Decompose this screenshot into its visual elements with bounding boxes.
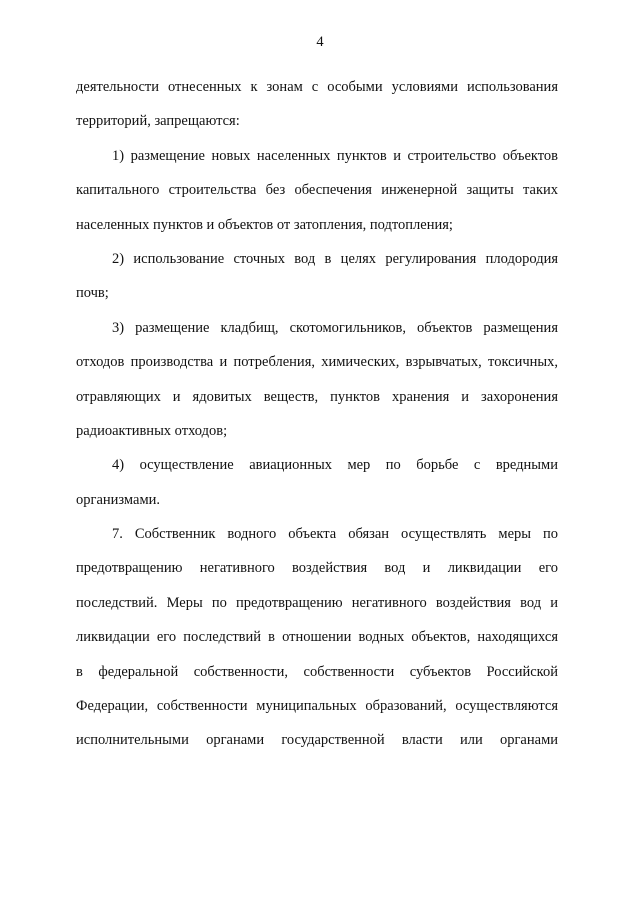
text-line: 3) размещение кладбищ, скотомогильников, объектов размещения xyxy=(112,319,558,336)
page-number: 4 xyxy=(316,34,324,50)
text-line: в федеральной собственности, собственности субъектов Российской xyxy=(76,663,558,680)
text-line: отходов производства и потребления, химических, взрывчатых, токсичных, xyxy=(76,354,558,371)
text-line: населенных пунктов и объектов от затопления, подтопления; xyxy=(76,216,453,233)
text-line: деятельности отнесенных к зонам с особыми условиями использования xyxy=(76,79,558,95)
text-line: радиоактивных отходов; xyxy=(76,422,228,439)
text-line: отравляющих и ядовитых веществ, пунктов хранения и захоронения xyxy=(76,388,558,405)
text-line: почв; xyxy=(76,285,109,302)
document-body xyxy=(76,70,558,758)
text-line: исполнительными органами государственной власти или органами xyxy=(76,732,558,749)
text-line: капитального строительства без обеспечения инженерной защиты таких xyxy=(76,182,558,199)
text-line: предотвращению негативного воздействия вод и ликвидации его xyxy=(76,560,558,577)
text-line: последствий. Меры по предотвращению негативного воздействия вод и xyxy=(76,594,558,611)
text-line: Федерации, собственности муниципальных образований, осуществляются xyxy=(76,698,558,715)
text-line: территорий, запрещаются: xyxy=(76,113,240,130)
text-line: организмами. xyxy=(76,491,160,508)
text-line: 7. Собственник водного объекта обязан осуществлять меры по xyxy=(112,526,558,543)
text-line: ликвидации его последствий в отношении водных объектов, находящихся xyxy=(76,629,558,646)
text-line: 1) размещение новых населенных пунктов и строительство объектов xyxy=(112,147,558,164)
text-line: 2) использование сточных вод в целях регулирования плодородия xyxy=(112,250,558,267)
text-line: 4) осуществление авиационных мер по борьбе с вредными xyxy=(112,457,558,474)
